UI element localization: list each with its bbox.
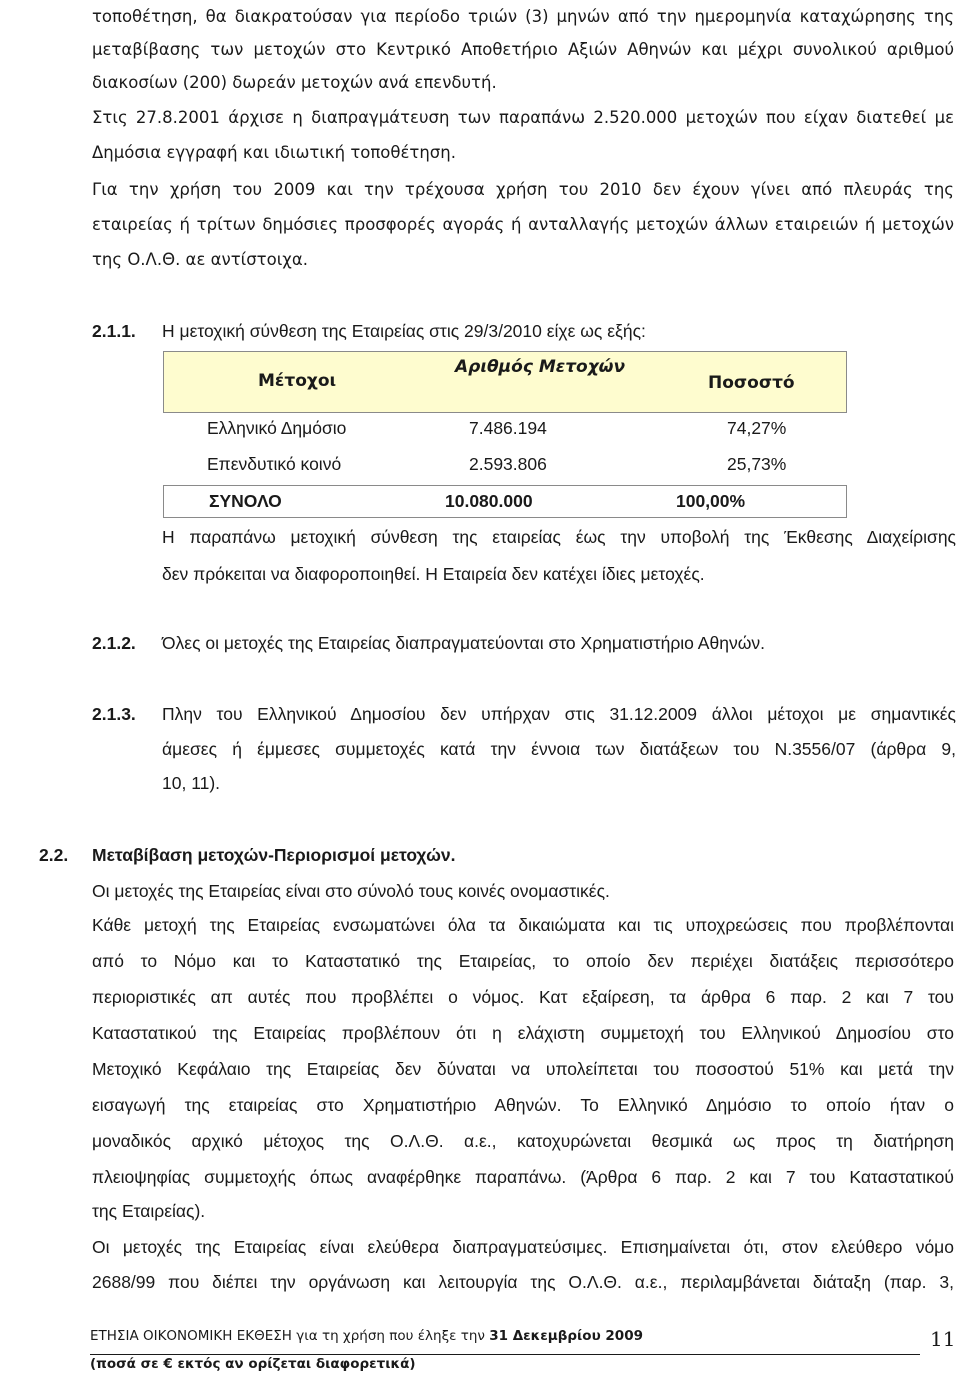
table-cell-holder: Επενδυτικό κοινό [207, 454, 342, 474]
header-holders: Μέτοχοι [258, 371, 337, 391]
body-line: Κάθε μετοχή της Εταιρείας ενσωματώνει όλα τα δικαιώματα και τις υποχρεώσεις που προβλέπονται [92, 915, 954, 935]
body-line: 2688/99 που διέπει την οργάνωση και λειτουργία της Ο.Λ.Θ. α.ε., περιλαμβάνεται διάταξη (παρ. 3, [92, 1272, 954, 1292]
table-cell-holder: Ελληνικό Δημόσιο [207, 418, 347, 438]
header-shares: Αριθμός Μετοχών [455, 357, 626, 377]
paragraph-line: εταιρείας ή τρίτων δημόσιες προσφορές αγοράς ή ανταλλαγής μετοχών άλλων εταιρειών ή μετοχών [92, 215, 954, 234]
section-number: 2.1.1. [92, 321, 136, 341]
footer-amounts-note [90, 1356, 416, 1372]
section-text: 10, 11). [162, 773, 221, 793]
paragraph-line: τοποθέτηση, θα διακρατούσαν για περίοδο τριών (3) μηνών από την ημερομηνία καταχώρησης της [92, 7, 954, 26]
body-line: Μετοχικό Κεφάλαιο της Εταιρείας δεν δύναται να υπολείπεται του ποσοστού 51% και μετά την [92, 1059, 954, 1079]
total-label: ΣΥΝΟΛΟ [209, 491, 282, 511]
section-text: Η μετοχική σύνθεση της Εταιρείας στις 29/3/2010 είχε ως εξής: [162, 321, 646, 341]
section-number: 2.1.3. [92, 704, 136, 724]
body-line: περιοριστικές απ αυτές που προβλέπει ο νόμος. Κατ εξαίρεση, τα άρθρα 6 παρ. 2 και 7 του [92, 987, 954, 1007]
amounts-note-prefix: (ποσά σε [90, 1356, 164, 1372]
amounts-note-suffix: εκτός αν ορίζεται διαφορετικά) [172, 1356, 416, 1372]
body-line: της Εταιρείας). [92, 1201, 206, 1221]
paragraph-line: διακοσίων (200) δωρεάν μετοχών ανά επενδυτή. [92, 73, 497, 92]
table-header [163, 351, 847, 413]
total-shares: 10.080.000 [445, 491, 533, 511]
section-text: άμεσες ή έμμεσες συμμετοχές κατά την έννοια των διατάξεων του Ν.3556/07 (άρθρα 9, [162, 739, 956, 759]
body-line: εισαγωγή της εταιρείας στο Χρηματιστήριο Αθηνών. Το Ελληνικό Δημόσιο το οποίο ήταν ο [92, 1095, 954, 1115]
paragraph-line: Δημόσια εγγραφή και ιδιωτική τοποθέτηση. [92, 143, 456, 162]
footer-report-prefix: ΕΤΗΣΙΑ ΟΙΚΟΝΟΜΙΚΗ ΕΚΘΕΣΗ για τη χρήση που έληξε την [90, 1328, 490, 1344]
section-text: Όλες οι μετοχές της Εταιρείας διαπραγματεύονται στο Χρηματιστήριο Αθηνών. [162, 633, 765, 653]
table-cell-percent: 25,73% [727, 454, 787, 474]
euro-icon: € [163, 1356, 173, 1372]
total-percent: 100,00% [676, 491, 746, 511]
body-line: μοναδικός αρχικό μέτοχος της Ο.Λ.Θ. α.ε., κατοχυρώνεται θεσμικά ως προς τη διατήρηση [92, 1131, 954, 1151]
table-cell-percent: 74,27% [727, 418, 787, 438]
page-number: 11 [930, 1327, 956, 1351]
section-title: Μεταβίβαση μετοχών-Περιορισμοί μετοχών. [92, 845, 456, 865]
paragraph-line: Για την χρήση του 2009 και την τρέχουσα χρήση του 2010 δεν έχουν γίνει από πλευράς της [92, 180, 954, 199]
footer-report-title [90, 1328, 643, 1344]
paragraph-line: της Ο.Λ.Θ. αε αντίστοιχα. [92, 250, 308, 269]
section-text: Πλην του Ελληνικού Δημοσίου δεν υπήρχαν στις 31.12.2009 άλλοι μέτοχοι με σημαντικές [162, 704, 956, 724]
paragraph-line: Η παραπάνω μετοχική σύνθεση της εταιρείας έως την υποβολή της Έκθεσης Διαχείρισης [162, 527, 956, 547]
table-cell-shares: 7.486.194 [469, 418, 547, 438]
paragraph-line: δεν πρόκειται να διαφοροποιηθεί. Η Εταιρεία δεν κατέχει ίδιες μετοχές. [162, 564, 705, 584]
body-line: Οι μετοχές της Εταιρείας είναι στο σύνολό τους κοινές ονομαστικές. [92, 881, 610, 901]
section-number: 2.1.2. [92, 633, 136, 653]
paragraph-line: μεταβίβασης των μετοχών στο Κεντρικό Αποθετήριο Αξιών Αθηνών και μέχρι συνολικού αριθμού [92, 40, 954, 59]
table-cell-shares: 2.593.806 [469, 454, 547, 474]
body-line: Οι μετοχές της Εταιρείας είναι ελεύθερα διαπραγματεύσιμες. Επισημαίνεται ότι, στον ελεύθερο νόμο [92, 1237, 954, 1257]
section-number: 2.2. [39, 845, 69, 865]
body-line: πλειοψηφίας συμμετοχής όπως αναφέρθηκε παραπάνω. (Άρθρα 6 παρ. 2 και 7 του Καταστατικού [92, 1167, 954, 1187]
table-total-row [163, 485, 847, 518]
body-line: Καταστατικού της Εταιρείας προβλέπουν ότι η ελάχιστη συμμετοχή του Ελληνικού Δημοσίου στο [92, 1023, 954, 1043]
body-line: από το Νόμο και το Καταστατικό της Εταιρείας, το οποίο δεν περιέχει διατάξεις περισσότερο [92, 951, 954, 971]
footer-divider [90, 1354, 920, 1355]
footer-report-date: 31 Δεκεμβρίου 2009 [489, 1328, 643, 1344]
header-percent: Ποσοστό [708, 373, 795, 393]
paragraph-line: Στις 27.8.2001 άρχισε η διαπραγμάτευση των παραπάνω 2.520.000 μετοχών που είχαν διατεθεί με [92, 108, 954, 127]
